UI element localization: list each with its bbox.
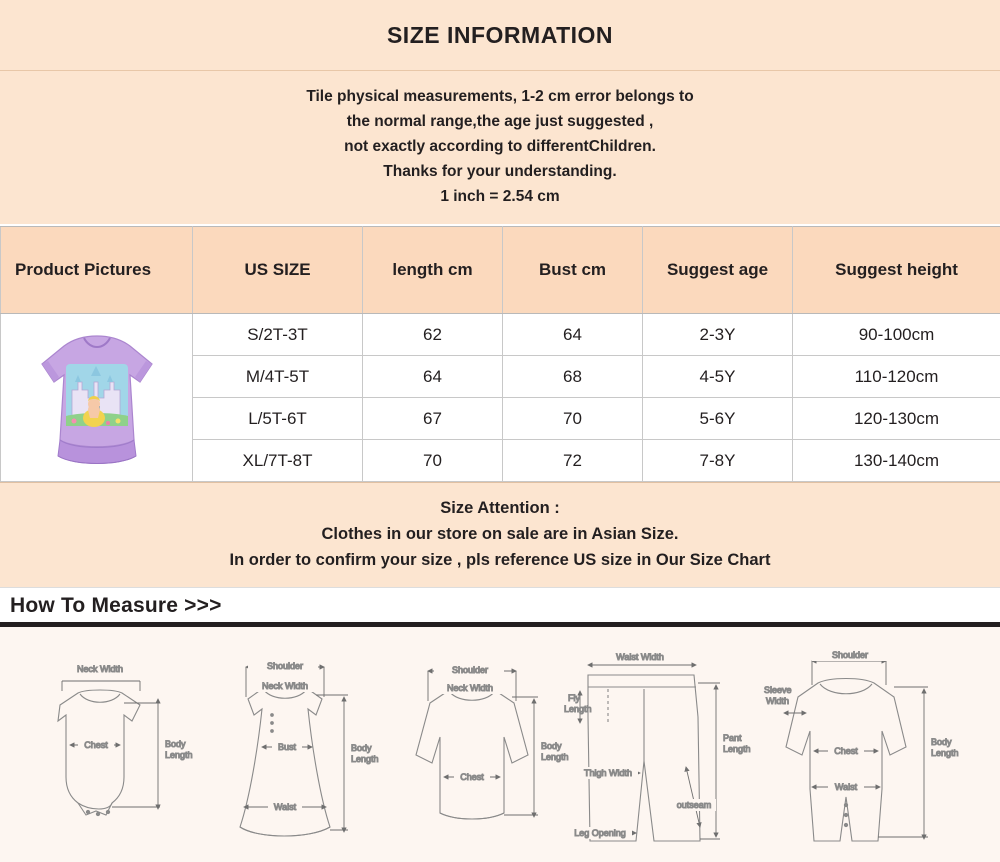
note-line: Thanks for your understanding. (0, 159, 1000, 184)
how-to-measure-header (0, 587, 1000, 618)
cell-age: 5-6Y (643, 398, 793, 440)
cell-age: 7-8Y (643, 440, 793, 482)
label-sleeve-width2: Width (766, 696, 789, 706)
cell-height: 110-120cm (793, 356, 1000, 398)
page-title: SIZE INFORMATION (387, 22, 613, 49)
label-waist-width: Waist Width (616, 652, 664, 662)
cell-us-size: M/4T-5T (193, 356, 363, 398)
label-fly-length: Fly (568, 693, 580, 703)
cell-height: 130-140cm (793, 440, 1000, 482)
attention-title: Size Attention : (0, 495, 1000, 521)
label-neck-width: Neck Width (262, 681, 308, 691)
label-body-length2: Length (165, 750, 193, 760)
page-header (0, 0, 1000, 71)
cell-us-size: L/5T-6T (193, 398, 363, 440)
label-body-length2: Length (351, 754, 379, 764)
label-chest: Chest (834, 746, 858, 756)
diagram-pants (588, 675, 700, 841)
product-dress-image (2, 320, 192, 476)
how-to-measure-title: How To Measure >>> (10, 594, 1000, 618)
diagram-dress (240, 685, 330, 836)
label-shoulder: Shoulder (832, 650, 868, 660)
col-header-suggest-height: Suggest height (793, 227, 1000, 314)
measurement-diagrams (0, 627, 1000, 862)
label-waist: Waist (274, 802, 297, 812)
col-header-us-size: US SIZE (193, 227, 363, 314)
label-fly-length2: Length (564, 704, 592, 714)
col-header-suggest-age: Suggest age (643, 227, 793, 314)
attention-line: Clothes in our store on sale are in Asian Size. (0, 521, 1000, 547)
col-header-bust: Bust cm (503, 227, 643, 314)
measurement-note (0, 71, 1000, 226)
label-shoulder: Shoulder (267, 661, 303, 671)
label-shoulder: Shoulder (452, 665, 488, 675)
label-neck-width: Neck Width (77, 664, 123, 674)
size-chart-table (0, 226, 1000, 482)
label-waist: Waist (835, 782, 858, 792)
table-head (1, 227, 1000, 314)
table-body (1, 314, 1000, 482)
diagram-romper (786, 679, 906, 842)
label-body-length: Body (541, 741, 562, 751)
diagram-bodysuit (58, 690, 140, 816)
note-line: not exactly according to differentChildren. (0, 134, 1000, 159)
label-pant-length2: Length (723, 744, 751, 754)
cell-us-size: XL/7T-8T (193, 440, 363, 482)
col-header-length: length cm (363, 227, 503, 314)
label-pant-length: Pant (723, 733, 742, 743)
diagram-long-sleeve-top (416, 687, 528, 819)
label-body-length2: Length (931, 748, 959, 758)
size-attention-block (0, 482, 1000, 587)
label-body-length: Body (351, 743, 372, 753)
note-line: the normal range,the age just suggested , (0, 109, 1000, 134)
cell-bust: 70 (503, 398, 643, 440)
table-header-row (1, 227, 1000, 314)
cell-length: 62 (363, 314, 503, 356)
col-header-product-pictures: Product Pictures (1, 227, 193, 314)
label-neck-width: Neck Width (447, 683, 493, 693)
cell-bust: 72 (503, 440, 643, 482)
product-image-cell (1, 314, 193, 482)
note-line: 1 inch = 2.54 cm (0, 184, 1000, 209)
label-body-length2: Length (541, 752, 569, 762)
cell-length: 64 (363, 356, 503, 398)
attention-line: In order to confirm your size , pls reference US size in Our Size Chart (0, 547, 1000, 573)
label-sleeve-width: Sleeve (764, 685, 792, 695)
label-leg-opening: Leg Opening (574, 828, 626, 838)
cell-length: 67 (363, 398, 503, 440)
label-thigh-width: Thigh Width (584, 768, 632, 778)
table-row (1, 314, 1000, 356)
label-chest: Chest (84, 740, 108, 750)
label-body-length: Body (165, 739, 186, 749)
label-chest: Chest (460, 772, 484, 782)
cell-height: 120-130cm (793, 398, 1000, 440)
label-body-length: Body (931, 737, 952, 747)
cell-us-size: S/2T-3T (193, 314, 363, 356)
cell-age: 4-5Y (643, 356, 793, 398)
cell-height: 90-100cm (793, 314, 1000, 356)
cell-bust: 68 (503, 356, 643, 398)
cell-length: 70 (363, 440, 503, 482)
label-bust: Bust (278, 742, 297, 752)
cell-age: 2-3Y (643, 314, 793, 356)
label-outseam: outseam (677, 800, 712, 810)
cell-bust: 64 (503, 314, 643, 356)
note-line: Tile physical measurements, 1-2 cm error belongs to (0, 84, 1000, 109)
